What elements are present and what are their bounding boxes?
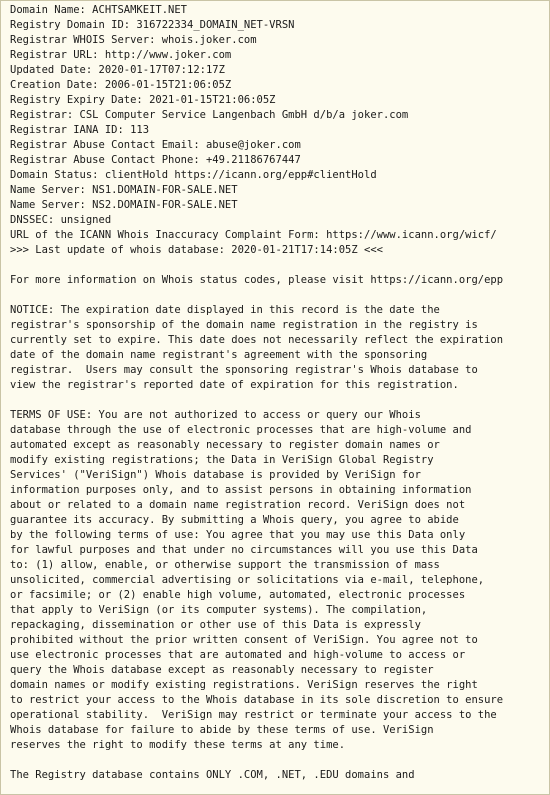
whois-line: domain names or modify existing registrations. VeriSign reserves the right: [10, 679, 478, 691]
whois-line: Creation Date: 2006-01-15T21:06:05Z: [10, 79, 232, 91]
blank-line: [10, 393, 549, 408]
whois-line: For more information on Whois status codes, please visit https://icann.org/epp: [10, 274, 504, 286]
whois-line: Registrar URL: http://www.joker.com: [10, 49, 232, 61]
whois-line: date of the domain name registrant's agreement with the sponsoring: [10, 349, 428, 361]
whois-line: Domain Status: clientHold https://icann.org/epp#clientHold: [10, 169, 377, 181]
whois-line: Registrar Abuse Contact Email: abuse@joker.com: [10, 139, 301, 151]
whois-record-text: [1, 1, 549, 783]
whois-line: NOTICE: The expiration date displayed in this record is the date the: [10, 304, 440, 316]
blank-line: [10, 288, 549, 303]
whois-line: to: (1) allow, enable, or otherwise support the transmission of mass: [10, 559, 440, 571]
whois-line: query the Whois database except as reasonably necessary to register: [10, 664, 434, 676]
whois-line: registrar. Users may consult the sponsoring registrar's Whois database to: [10, 364, 478, 376]
whois-line: about or related to a domain name registration record. VeriSign does not: [10, 499, 466, 511]
whois-line: guarantee its accuracy. By submitting a Whois query, you agree to abide: [10, 514, 459, 526]
whois-line: currently set to expire. This date does not necessarily reflect the expiration: [10, 334, 504, 346]
whois-line: prohibited without the prior written consent of VeriSign. You agree not to: [10, 634, 478, 646]
whois-line: that apply to VeriSign (or its computer systems). The compilation,: [10, 604, 428, 616]
blank-line: [10, 258, 549, 273]
whois-line: for lawful purposes and that under no circumstances will you use this Data: [10, 544, 478, 556]
whois-line: Name Server: NS2.DOMAIN-FOR-SALE.NET: [10, 199, 238, 211]
blank-line: [10, 753, 549, 768]
whois-line: unsolicited, commercial advertising or solicitations via e-mail, telephone,: [10, 574, 485, 586]
whois-line: TERMS OF USE: You are not authorized to access or query our Whois: [10, 409, 421, 421]
whois-line: Registrar: CSL Computer Service Langenbach GmbH d/b/a joker.com: [10, 109, 409, 121]
whois-line: automated except as reasonably necessary to register domain names or: [10, 439, 440, 451]
whois-line: registrar's sponsorship of the domain name registration in the registry is: [10, 319, 478, 331]
whois-line: Registrar WHOIS Server: whois.joker.com: [10, 34, 257, 46]
whois-line: to restrict your access to the Whois database in its sole discretion to ensure: [10, 694, 504, 706]
whois-line: Registrar Abuse Contact Phone: +49.21186767447: [10, 154, 301, 166]
whois-line: DNSSEC: unsigned: [10, 214, 112, 226]
whois-line: Whois database for failure to abide by these terms of use. VeriSign: [10, 724, 434, 736]
whois-line: reserves the right to modify these terms at any time.: [10, 739, 346, 751]
whois-line: database through the use of electronic processes that are high-volume and: [10, 424, 472, 436]
whois-line: information purposes only, and to assist persons in obtaining information: [10, 484, 472, 496]
whois-line: use electronic processes that are automated and high-volume to access or: [10, 649, 466, 661]
whois-line: Registrar IANA ID: 113: [10, 124, 150, 136]
whois-line: The Registry database contains ONLY .COM, .NET, .EDU domains and: [10, 769, 415, 781]
whois-line: URL of the ICANN Whois Inaccuracy Complaint Form: https://www.icann.org/wicf/: [10, 229, 497, 241]
whois-line: view the registrar's reported date of expiration for this registration.: [10, 379, 459, 391]
whois-line: operational stability. VeriSign may restrict or terminate your access to the: [10, 709, 497, 721]
whois-line: repackaging, dissemination or other use of this Data is expressly: [10, 619, 421, 631]
whois-line: Registry Domain ID: 316722334_DOMAIN_NET-VRSN: [10, 19, 295, 31]
whois-line: by the following terms of use: You agree that you may use this Data only: [10, 529, 466, 541]
whois-line: or facsimile; or (2) enable high volume, automated, electronic processes: [10, 589, 466, 601]
whois-line: Services' ("VeriSign") Whois database is provided by VeriSign for: [10, 469, 421, 481]
whois-line: >>> Last update of whois database: 2020-01-21T17:14:05Z <<<: [10, 244, 383, 256]
whois-line: Domain Name: ACHTSAMKEIT.NET: [10, 4, 188, 16]
whois-line: Registry Expiry Date: 2021-01-15T21:06:05Z: [10, 94, 276, 106]
whois-line: Updated Date: 2020-01-17T07:12:17Z: [10, 64, 225, 76]
whois-line: Name Server: NS1.DOMAIN-FOR-SALE.NET: [10, 184, 238, 196]
whois-line: modify existing registrations; the Data in VeriSign Global Registry: [10, 454, 434, 466]
